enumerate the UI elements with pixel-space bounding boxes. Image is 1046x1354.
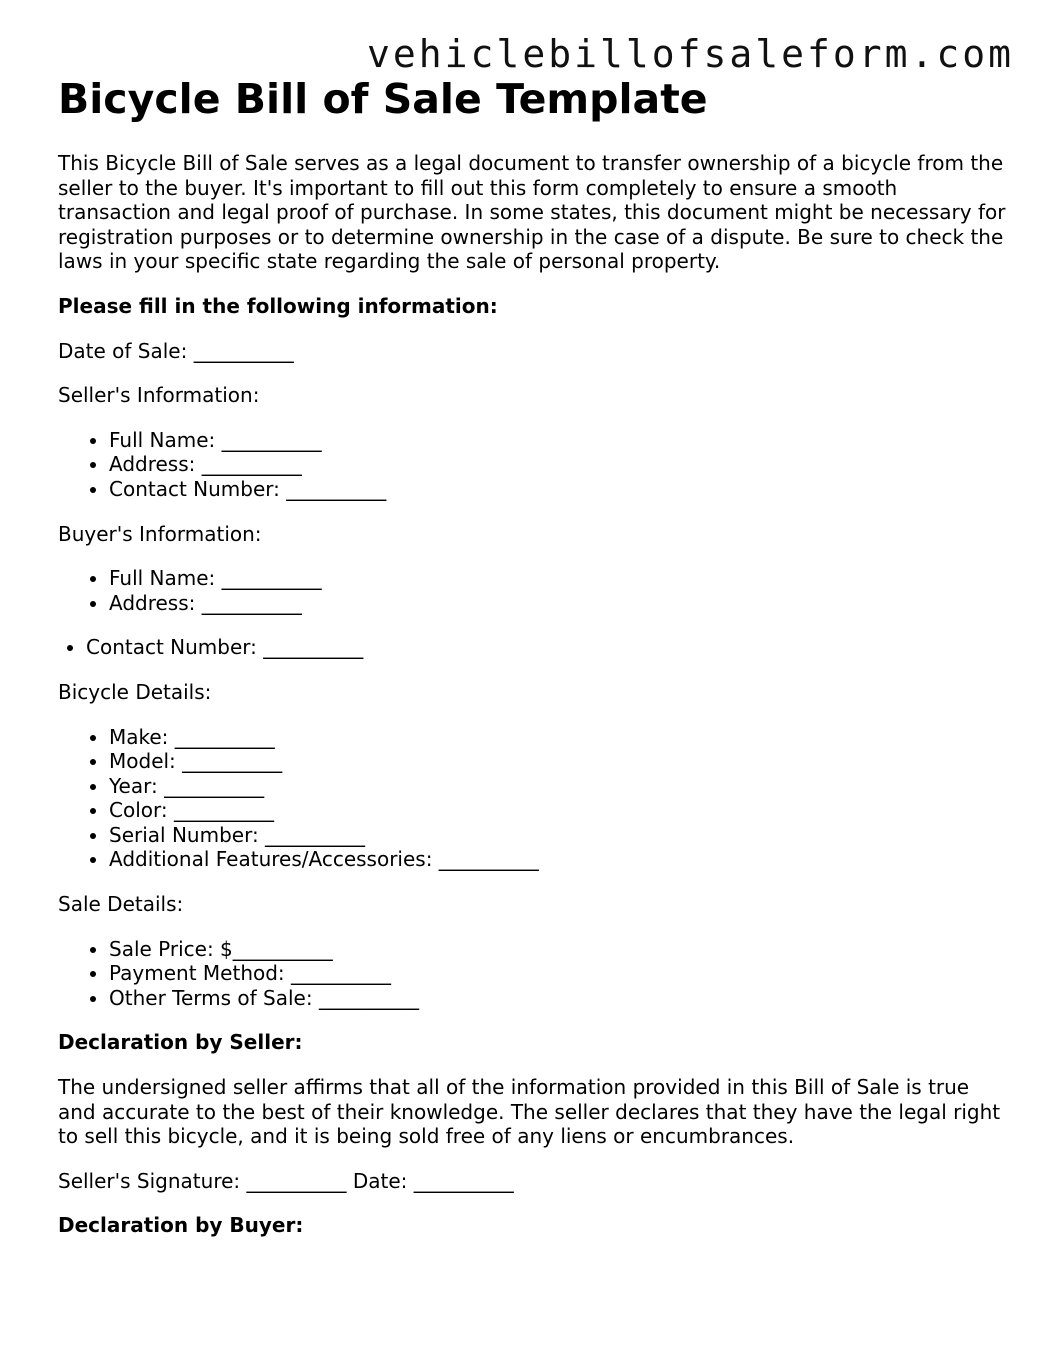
payment-method-field: • Payment Method: __________ (109, 961, 1008, 986)
page-title: Bicycle Bill of Sale Template (58, 75, 708, 123)
fill-heading: Please fill in the following information: (58, 293, 498, 318)
document-page (58, 74, 1008, 1238)
buyer-contact-field: • Contact Number: __________ (86, 635, 1008, 660)
site-watermark: vehiclebillofsaleform.com (367, 32, 1014, 76)
seller-full-name-field: • Full Name: __________ (109, 428, 1008, 453)
buyer-info-heading: Buyer's Information: (58, 521, 262, 546)
date-of-sale-field: Date of Sale: __________ (58, 338, 294, 363)
bicycle-year-field: • Year: __________ (109, 774, 1008, 799)
buyer-declaration-heading: Declaration by Buyer: (58, 1213, 304, 1238)
bicycle-serial-field: • Serial Number: __________ (109, 823, 1008, 848)
intro-paragraph: This Bicycle Bill of Sale serves as a legal document to transfer ownership of a bicycle from the seller to the buyer. It's important to fill out this form completely to ensure a smooth transaction and legal proof of purchase. In some states, this document might be necessary for registration purposes or to determine ownership in the case of a dispute. Be sure to check the laws in your specific state regarding the sale of personal property. (58, 151, 1006, 274)
buyer-contact-list (58, 635, 1008, 660)
bicycle-model-field: • Model: __________ (109, 749, 1008, 774)
bicycle-details-list (58, 725, 1008, 873)
buyer-address-field: • Address: __________ (109, 591, 1008, 616)
buyer-info-list (58, 566, 1008, 615)
sale-details-list (58, 937, 1008, 1011)
seller-declaration-text: The undersigned seller affirms that all of the information provided in this Bill of Sale is true and accurate to the best of their knowledge. The seller declares that they have the legal right to sell this bicycle, and it is being sold free of any liens or encumbrances. (58, 1075, 1001, 1149)
seller-signature-line: Seller's Signature: __________ Date: __________ (58, 1168, 514, 1193)
bicycle-details-heading: Bicycle Details: (58, 679, 212, 704)
seller-info-list (58, 428, 1008, 502)
buyer-full-name-field: • Full Name: __________ (109, 566, 1008, 591)
seller-declaration-heading: Declaration by Seller: (58, 1030, 303, 1055)
seller-contact-field: • Contact Number: __________ (109, 477, 1008, 502)
sale-details-heading: Sale Details: (58, 892, 184, 917)
other-terms-field: • Other Terms of Sale: __________ (109, 986, 1008, 1011)
bicycle-color-field: • Color: __________ (109, 798, 1008, 823)
seller-address-field: • Address: __________ (109, 452, 1008, 477)
bicycle-make-field: • Make: __________ (109, 725, 1008, 750)
seller-info-heading: Seller's Information: (58, 383, 260, 408)
sale-price-field: • Sale Price: $__________ (109, 937, 1008, 962)
bicycle-accessories-field: • Additional Features/Accessories: __________ (109, 847, 1008, 872)
